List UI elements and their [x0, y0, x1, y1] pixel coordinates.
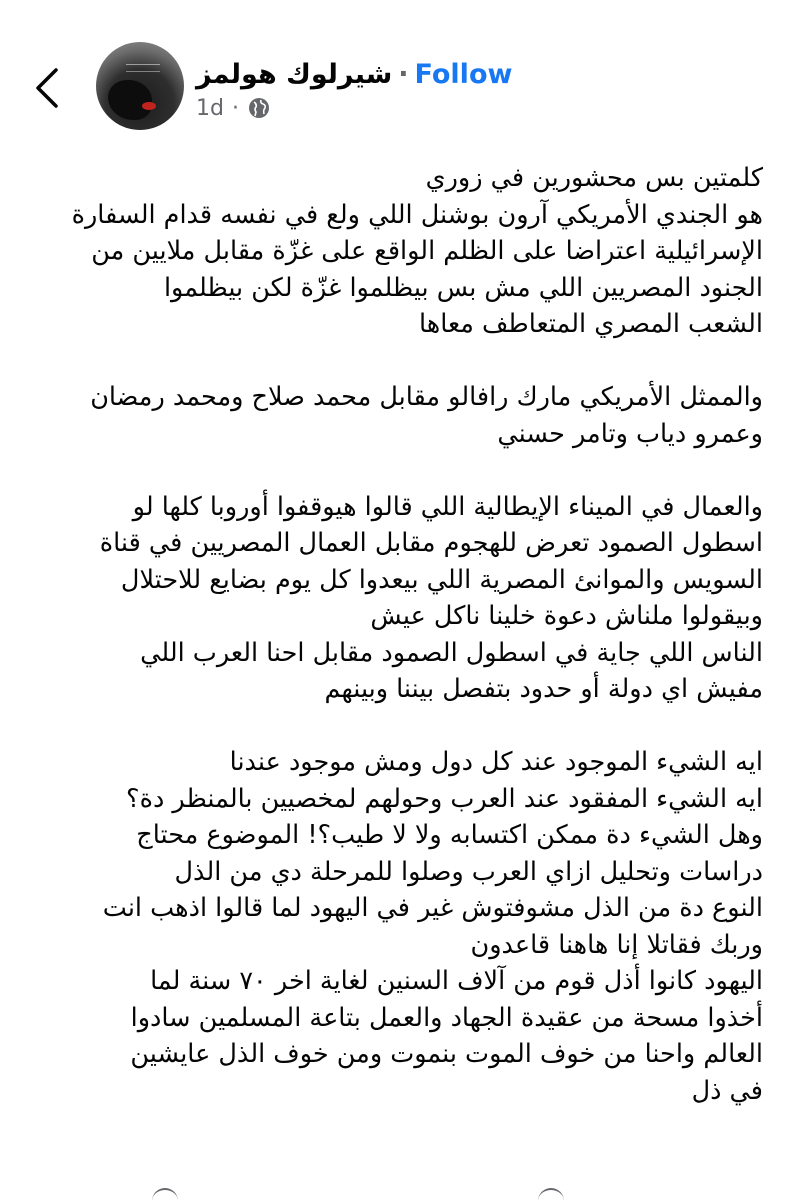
post-blank-line: [23, 343, 763, 380]
reaction-bar: [0, 1182, 787, 1200]
post-line: اليهود كانوا أذل قوم من آلاف السنين لغاية اخر ٧٠ سنة لما: [150, 966, 763, 996]
post-line: والعمال في الميناء الإيطالية اللي قالوا هيوقفوا أوروبا كلها لو: [132, 491, 763, 522]
post-line: وهل الشيء دة ممكن اكتسابه ولا لا طيب؟! الموضوع محتاج: [136, 820, 763, 850]
author-line: [196, 54, 556, 94]
post-line: وربك فقاتلا إنا هاهنا قاعدون: [470, 929, 763, 960]
post-line: اسطول الصمود تعرض للهجوم مقابل العمال المصريين في قناة: [99, 528, 763, 558]
like-icon[interactable]: [152, 1188, 178, 1200]
post-line: وعمرو دياب وتامر حسني: [497, 418, 763, 449]
post-line: العالم واحنا من خوف الموت بنموت ومن خوف الذل عايشين: [130, 1039, 763, 1069]
post-line: الجنود المصريين اللي مش بس بيظلموا غزّة لكن بيظلموا: [163, 272, 763, 303]
post-line: الشعب المصري المتعاطف معاها: [418, 309, 763, 339]
post-header: [0, 0, 787, 140]
globe-icon: [247, 96, 271, 120]
post-line: والممثل الأمريكي مارك رافالو مقابل محمد صلاح ومحمد رمضان: [90, 382, 763, 412]
post-blank-line: [23, 452, 763, 489]
post-line: دراسات وتحليل ازاي العرب وصلوا للمرحلة دي من الذل: [174, 856, 763, 887]
author-name[interactable]: شيرلوك هولمز: [196, 58, 393, 90]
post-blank-line: [23, 708, 763, 745]
avatar-decoration: [142, 102, 156, 110]
follow-button[interactable]: Follow: [414, 58, 513, 90]
post-line: كلمتين بس محشورين في زوري: [425, 163, 763, 193]
post-timestamp[interactable]: 1d: [196, 95, 224, 121]
meta-separator: ·: [231, 95, 239, 121]
chevron-left-icon[interactable]: [28, 62, 68, 114]
post-line: ايه الشيء الموجود عند كل دول ومش موجود عندنا: [229, 747, 763, 777]
post-line: ايه الشيء المفقود عند العرب وحولهم لمخصيين بالمنظر دة؟: [126, 783, 763, 814]
name-separator: ·: [398, 58, 409, 90]
post-line: وبيقولوا ملناش دعوة خلينا ناكل عيش: [370, 601, 763, 631]
post-line: الإسرائيلية اعتراضا على الظلم الواقع على غزّة مقابل ملايين من: [91, 236, 763, 266]
post-line: السويس والموانئ المصرية اللي بيعدوا كل يوم بضايع للاحتلال: [120, 564, 763, 595]
post-text: [23, 160, 763, 1109]
post-line: النوع دة من الذل مشوفتوش غير في اليهود لما قالوا اذهب انت: [102, 893, 763, 923]
post-line: هو الجندي الأمريكي آرون بوشنل اللي ولع في نفسه قدام السفارة: [71, 199, 763, 230]
post-line: الناس اللي جاية في اسطول الصمود مقابل احنا العرب اللي: [140, 637, 763, 668]
avatar-decoration: [108, 80, 152, 120]
avatar[interactable]: [96, 42, 184, 130]
post-meta: [196, 92, 271, 124]
post-line: أخذوا مسحة من عقيدة الجهاد والعمل بتاعة المسلمين سادوا: [130, 1002, 763, 1033]
post-line: في ذل: [691, 1075, 763, 1106]
comment-icon[interactable]: [538, 1188, 564, 1200]
post-line: مفيش اي دولة أو حدود بتفصل بيننا وبينهم: [324, 674, 763, 704]
avatar-decoration: [126, 64, 160, 72]
